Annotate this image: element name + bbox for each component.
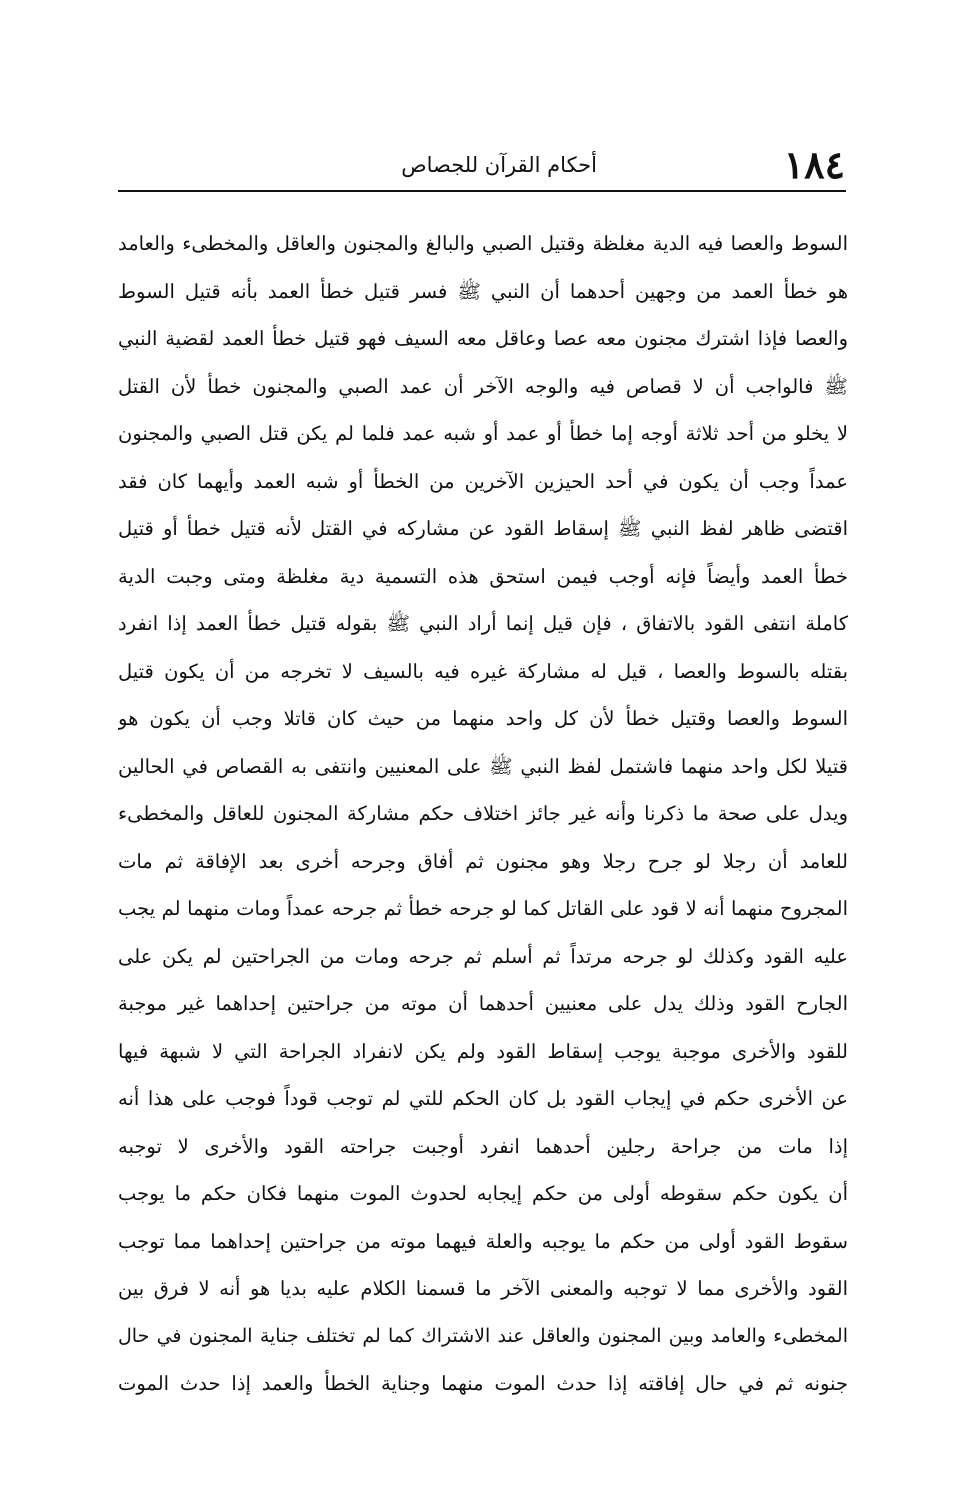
text-line: المجروح منهما أنه لا قود على القاتل كما لو جرحه خطأ ثم جرحه عمداً ومات منهما لم يجب [118,897,848,920]
text-line: أن يكون حكم سقوطه أولى من حكم إيجابه لحدوث الموت منهما فكان حكم ما يوجب [118,1182,848,1205]
text-line: عليه القود وكذلك لو جرحه مرتداً ثم أسلم ثم جرحه ومات من الجراحتين لم يكن على [118,944,848,968]
text-line: إذا مات من جراحة رجلين أحدهما انفرد أوجبت جراحته القود والأخرى لا توجبه [118,1134,848,1158]
page-header [120,142,845,188]
text-line: سقوط القود أولى من حكم ما يوجبه والعلة فيهما موته من جراحتين إحداهما مما توجب [118,1229,848,1253]
text-line: قتيلا لكل واحد منهما فاشتمل لفظ النبي ﷺ على المعنيين وانتفى به القصاص في الحالين [118,754,848,778]
text-line: جنونه ثم في حال إفاقته إذا حدث الموت منهما وجناية الخطأ والعمد إذا حدث الموت [118,1372,848,1395]
text-line: ويدل على صحة ما ذكرنا وأنه غير جائز اختلاف حكم مشاركة المجنون للعاقل والمخطىء [118,802,848,825]
text-line: ﷺ فالواجب أن لا قصاص فيه والوجه الآخر أن عمد الصبي والمجنون خطأ لأن القتل [118,374,848,398]
text-line: اقتضى ظاهر لفظ النبي ﷺ إسقاط القود عن مشاركه في القتل لأنه قتيل خطأ أو قتيل [118,517,848,540]
text-line: السوط والعصا وقتيل خطأ لأن كل واحد منهما من حيث كان قاتلا وجب أن يكون هو [118,707,848,730]
text-line: للقود والأخرى موجبة يوجب إسقاط القود ولم يكن لانفراد الجراحة التي لا شبهة فيها [118,1039,848,1063]
text-line: هو خطأ العمد من وجهين أحدهما أن النبي ﷺ فسر قتيل خطأ العمد بأنه قتيل السوط [118,279,848,303]
text-line: بقتله بالسوط والعصا ، قيل له مشاركة غيره فيه بالسيف لا تخرجه من أن يكون قتيل [118,659,848,683]
text-line: الجارح القود وذلك يدل على معنيين أحدهما أن موته من جراحتين إحداهما غير موجبة [118,992,848,1015]
text-line: السوط والعصا فيه الدية مغلظة وقتيل الصبي والبالغ والمجنون والعاقل والمخطىء والعامد [118,232,848,255]
text-line: والعصا فإذا اشترك مجنون معه عصا وعاقل معه السيف فهو قتيل خطأ العمد لقضية النبي [118,327,848,350]
text-line: القود والأخرى مما لا توجبه والمعنى الآخر ما قسمنا الكلام عليه بديا هو أنه لا فرق بين [118,1277,848,1300]
page-number: ١٨٤ [783,142,845,187]
text-line: المخطىء والعامد وبين المجنون والعاقل عند الاشتراك كما لم تختلف جناية المجنون في حال [118,1324,848,1347]
text-line: عن الأخرى حكم في إيجاب القود بل كان الحكم للتي لم توجب قوداً فوجب على هذا أنه [118,1087,848,1110]
text-line: لا يخلو من أحد ثلاثة أوجه إما خطأ أو عمد أو شبه عمد فلما لم يكن قتل الصبي والمجنون [118,422,848,445]
text-line: خطأ العمد وأيضاً فإنه أوجب فيمن استحق هذه التسمية دية مغلظة ومتى وجبت الدية [118,564,848,588]
text-line: عمداً وجب أن يكون في أحد الحيزين الآخرين من الخطأ أو شبه العمد وأيهما كان فقد [118,469,848,493]
header-rule [118,190,846,192]
body-text [118,220,848,1408]
text-line: كاملة انتفى القود بالاتفاق ، فإن قيل إنما أراد النبي ﷺ بقوله قتيل خطأ العمد إذا انفرد [118,612,848,635]
running-title: أحكام القرآن للجصاص [401,153,597,177]
text-line: للعامد أن رجلا لو جرح رجلا وهو مجنون ثم أفاق وجرحه أخرى بعد الإفاقة ثم مات [118,849,848,873]
